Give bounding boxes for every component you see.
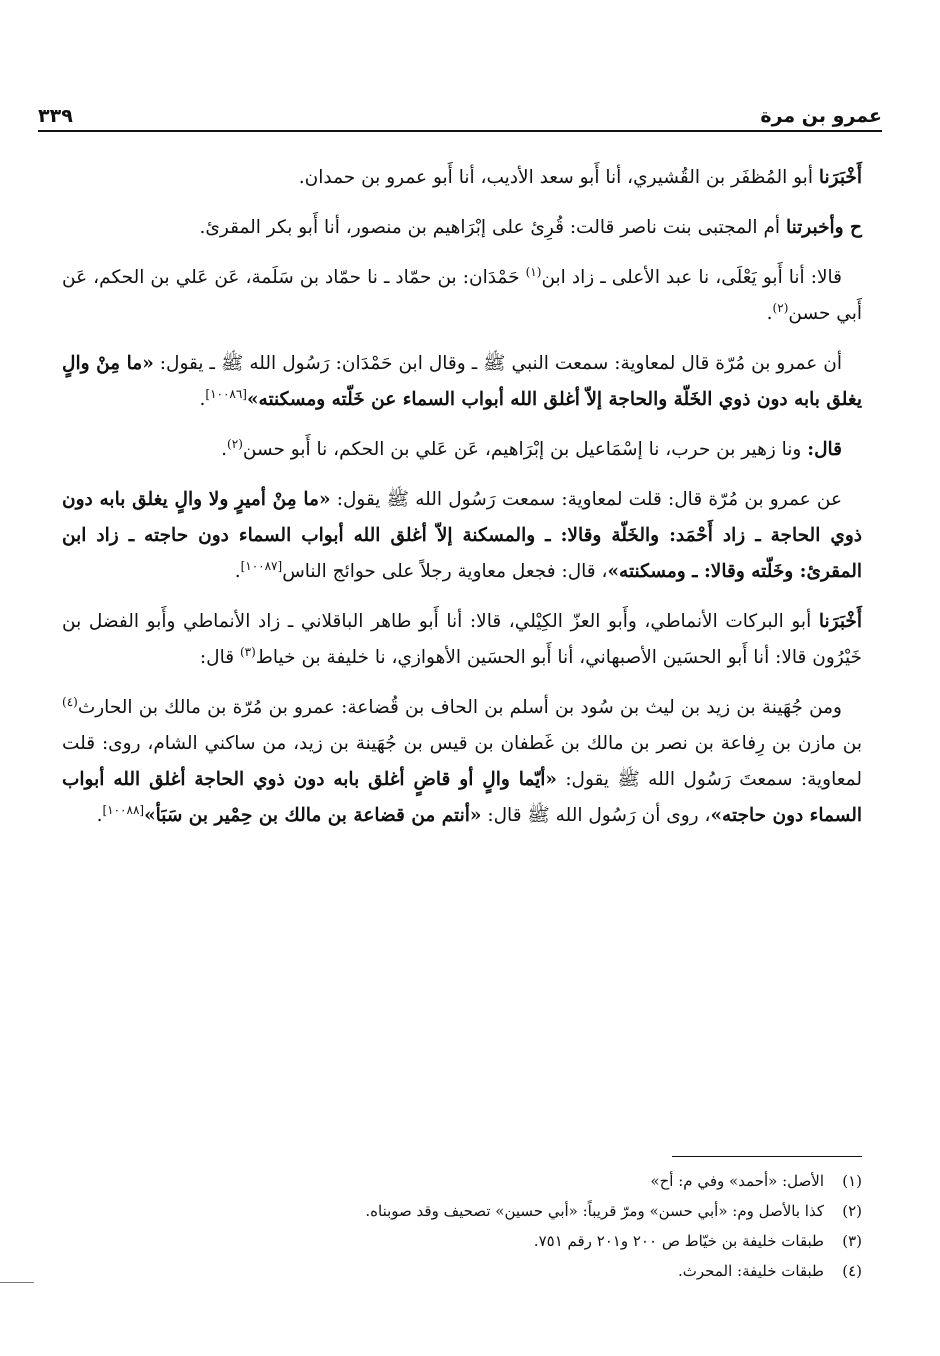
footnote [62,1256,862,1286]
paragraph [62,432,862,468]
reference-marker: (٤) [62,694,78,709]
footnote-number: (٢) [842,1202,862,1220]
paragraph [62,260,862,332]
text-run: أبو المُظفَر بن القُشيري، أنا أَبو سعد الأديب، أنا أَبو عمرو بن حمدان. [298,167,819,188]
text-run: . [199,389,206,410]
footnote [62,1196,862,1226]
footnote-number: (٤) [842,1262,862,1280]
reference-marker: (١) [525,264,542,279]
text-run: . [234,561,241,582]
reference-marker: [١٠٠٨٦] [205,386,247,401]
bold-text: «ما مِنْ أميرٍ ولا والٍ يغلق بابه دون ذوي الحاجة ـ زاد أَحْمَد: والخَلّة وقالا: ـ والمسكنة إلاّ أغلق الله أبواب السماء دون حاجته ـ زاد ابن المقرئ: وخَلّته وقالا: ـ ومسكنته» [62,489,862,582]
text-run: . [221,439,228,460]
text-run: . [96,805,103,826]
text-run: أن عمرو بن مُرّة قال لمعاوية: سمعت النبي ﷺ ـ وقال ابن حَمْدَان: رَسُول الله ﷺ ـ يقول: [153,353,843,374]
footnote-number: (٣) [842,1232,862,1250]
text-run: أبو البركات الأنماطي، وأَبو العزّ الكِيْلي، قالا: أنا أَبو طاهر الباقلاني ـ زاد الأنماطي وأَبو الفضل بن خَيْرُون قالا: أنا أَبو الحسَين الأصبهاني، أنا أَبو الحسَين الأهوازي، نا خليفة بن خياط [62,611,862,668]
paragraph [62,210,862,246]
reference-marker: [١٠٠٨٨] [102,802,145,817]
bold-text: ح وأخبرتنا [785,217,862,238]
footnote-text: طبقات خليفة: المحرث. [678,1262,824,1280]
bold-text: «أيّما والٍ أو قاضٍ أغلق بابه دون ذوي الحاجة أغلق الله أبواب السماء دون حاجته» [62,769,862,826]
footnote-number: (١) [842,1172,862,1190]
footnote-text: الأصل: «أحمد» وفي م: أح» [650,1172,824,1190]
main-text [62,160,862,848]
page-number: ٣٣٩ [38,105,73,127]
paragraph [62,482,862,590]
footnote-divider [672,1156,862,1157]
text-run: . [766,303,773,324]
paragraph [62,160,862,196]
bold-text: «أنتم من قضاعة بن مالك بن حِمْير بن سَبَأ» [144,805,482,826]
reference-marker: (٢) [227,436,243,451]
running-title: عمرو بن مرة [760,105,882,127]
text-run: قال: [199,647,240,668]
paragraph [62,604,862,676]
text-run: قالا: أنا أَبو يَعْلَى، نا عبد الأعلى ـ زاد ابن [541,267,842,288]
text-run: ، روى أن رَسُول الله ﷺ قال: [481,805,711,826]
reference-marker: (٣) [239,644,256,659]
text-run: عن عمرو بن مُرّة قال: قلت لمعاوية: سمعت رَسُول الله ﷺ يقول: [330,489,843,510]
text-run: ، قال: فجعل معاوية رجلاً على حوائج الناس [282,561,608,582]
bold-text: «ما مِنْ والٍ يغلق بابه دون ذوي الخَلّة والحاجة إلاّ أغلق الله أبواب السماء عن خَلّته ومسكنته» [62,353,862,410]
running-header [38,96,882,132]
footnote [62,1166,862,1196]
reference-marker: (٢) [772,300,789,315]
footnote-text: طبقات خليفة بن خيّاط ص ٢٠٠ و٢٠١ رقم ٧٥١. [533,1232,824,1250]
footnote [62,1226,862,1256]
text-run: حَمْدَان: بن حمّاد ـ نا حمّاد بن سَلَمة، عَن عَلي بن الحكم، عَن أَبي حسن [62,267,862,324]
text-run: ونا زهير بن حرب، نا إسْمَاعيل بن إبْرَاهيم، عَن عَلي بن الحكم، نا أَبو حسن [242,439,808,460]
paragraph [62,346,862,418]
reference-marker: [١٠٠٨٧] [240,558,283,573]
text-run: أم المجتبى بنت ناصر قالت: قُرِئ على إبْرَاهيم بن منصور، أنا أَبو بكر المقرئ. [199,217,786,238]
bold-text: أَخْبَرَنا [818,611,862,632]
footnote-text: كذا بالأصل وم: «أبي حسن» ومرّ قريباً: «أبي حسين» تصحيف وقد صوبناه. [365,1202,824,1220]
bold-text: أَخْبَرَنا [818,167,862,188]
text-run: ومن جُهَينة بن زيد بن ليث بن سُود بن أسلم بن الحاف بن قُضاعة: عمرو بن مُرّة بن مالك بن الحارث [77,697,842,718]
bold-text: قال: [807,439,842,460]
paragraph [62,690,862,834]
footnotes [62,1166,862,1286]
page-edge-mark [0,1282,34,1283]
text-run: بن مازن بن رِفاعة بن نصر بن مالك بن غَطفان بن قيس بن جُهَينة بن زيد، من ساكني الشام، روى: قلت لمعاوية: سمعتَ رَسُول الله ﷺ يقول: [62,733,862,790]
